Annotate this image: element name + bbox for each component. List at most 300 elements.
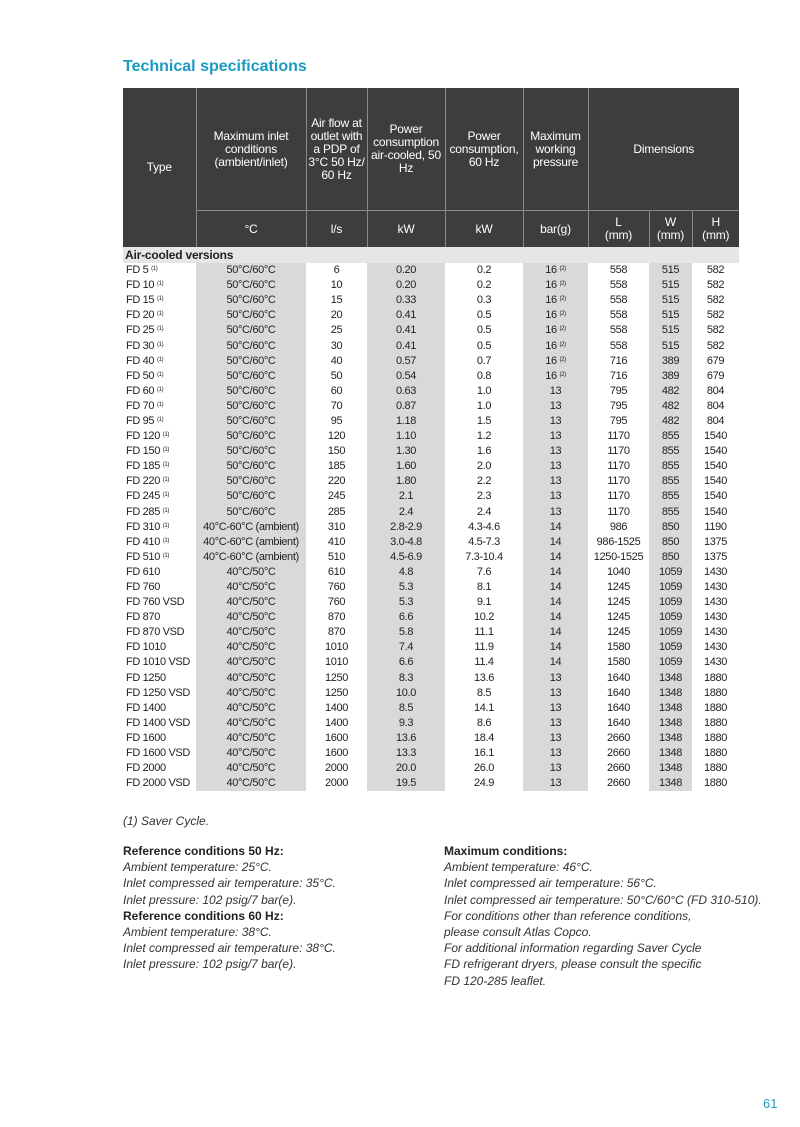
cell-width-text: 855: [661, 475, 680, 488]
footnote-marker: (2): [559, 341, 566, 348]
unit-width: W (mm): [649, 211, 692, 248]
max-line: please consult Atlas Copco.: [444, 925, 592, 940]
cell-airflow-text: 1600: [324, 731, 349, 744]
cell-pressure: [523, 293, 588, 308]
cell-length-text: 1170: [607, 505, 630, 518]
cell-inlet: [196, 338, 306, 353]
cell-length: [588, 746, 649, 761]
cell-pressure-text: 14: [549, 550, 562, 563]
table-row: [123, 580, 739, 595]
cell-power50: [367, 580, 445, 595]
cell-airflow-text: 150: [327, 445, 346, 458]
cell-type: [123, 384, 196, 399]
cell-pressure-text: 16: [545, 309, 557, 322]
cell-type-text: FD 25: [126, 324, 155, 337]
cell-width-text: 389: [661, 354, 680, 367]
cell-airflow: [306, 414, 367, 429]
cell-power50: [367, 550, 445, 565]
cell-type-text: FD 870 VSD: [126, 626, 185, 639]
cell-type-text: FD 2000: [126, 762, 166, 775]
section-title: Air-cooled versions: [123, 247, 739, 263]
cell-power60: [445, 384, 523, 399]
cell-type: [123, 701, 196, 716]
cell-length: [588, 323, 649, 338]
cell-pressure-text: 13: [549, 505, 562, 518]
cell-power60-text: 18.4: [473, 731, 494, 744]
cell-length: [588, 505, 649, 520]
cell-inlet: [196, 505, 306, 520]
cell-length: [588, 625, 649, 640]
cell-length-text: 716: [609, 369, 628, 382]
cell-height: [692, 444, 739, 459]
cell-airflow: [306, 640, 367, 655]
cell-height-text: 1880: [703, 777, 728, 790]
cell-pressure-text: 13: [549, 445, 562, 458]
cell-type-text: FD 95: [126, 414, 155, 427]
cell-height: [692, 776, 739, 791]
cell-type-text: FD 15: [126, 294, 155, 307]
cell-type-text: FD 760 VSD: [126, 596, 185, 609]
cell-height: [692, 384, 739, 399]
cell-length-text: 1245: [606, 626, 631, 639]
cell-power50-text: 5.8: [398, 626, 414, 639]
cell-airflow: [306, 686, 367, 701]
cell-inlet: [196, 489, 306, 504]
cell-power60: [445, 701, 523, 716]
table-row: [123, 444, 739, 459]
cell-power60: [445, 278, 523, 293]
cell-power50: [367, 761, 445, 776]
table-row: [123, 550, 739, 565]
cell-height: [692, 535, 739, 550]
cell-airflow: [306, 746, 367, 761]
cell-width: [649, 671, 692, 686]
cell-type: [123, 429, 196, 444]
cell-height: [692, 369, 739, 384]
cell-pressure: [523, 474, 588, 489]
cell-airflow: [306, 474, 367, 489]
cell-length-text: 1170: [607, 475, 630, 488]
cell-type-text: FD 40: [126, 354, 155, 367]
cell-pressure: [523, 459, 588, 474]
cell-pressure: [523, 323, 588, 338]
table-row: [123, 686, 739, 701]
cell-type-text: FD 1400: [126, 701, 166, 714]
cell-width-text: 1348: [658, 686, 683, 699]
cell-width: [649, 354, 692, 369]
cell-airflow-text: 760: [327, 581, 346, 594]
cell-length: [588, 595, 649, 610]
cell-inlet-text: 50°C/60°C: [226, 309, 276, 322]
cell-type: [123, 610, 196, 625]
cell-inlet: [196, 308, 306, 323]
cell-height-text: 1430: [703, 641, 728, 654]
cell-height-text: 1430: [703, 581, 728, 594]
cell-power60-text: 1.0: [476, 399, 492, 412]
cell-height-text: 1880: [703, 686, 728, 699]
cell-inlet: [196, 474, 306, 489]
cell-length-text: 795: [609, 384, 628, 397]
cell-pressure: [523, 399, 588, 414]
cell-width-text: 1059: [658, 626, 683, 639]
table-row: [123, 625, 739, 640]
cell-inlet: [196, 776, 306, 791]
cell-length-text: 795: [609, 414, 628, 427]
cell-power60-text: 1.2: [476, 430, 492, 443]
cell-power50-text: 0.41: [395, 324, 416, 337]
cell-width-text: 855: [661, 460, 680, 473]
cell-pressure-text: 16: [545, 294, 557, 307]
cell-inlet-text: 40°C/50°C: [226, 701, 276, 714]
cell-power50: [367, 731, 445, 746]
cell-inlet: [196, 323, 306, 338]
cell-type-text: FD 760: [126, 581, 160, 594]
cell-height: [692, 474, 739, 489]
cell-height: [692, 610, 739, 625]
cell-airflow: [306, 565, 367, 580]
cell-airflow-text: 2000: [324, 762, 349, 775]
cell-type: [123, 474, 196, 489]
cell-inlet-text: 50°C/60°C: [226, 430, 276, 443]
footnote-marker: (2): [559, 326, 566, 333]
cell-airflow-text: 30: [330, 339, 343, 352]
cell-inlet-text: 40°C/50°C: [226, 762, 276, 775]
cell-inlet-text: 40°C/50°C: [226, 777, 276, 790]
cell-height-text: 1540: [703, 475, 728, 488]
cell-airflow: [306, 610, 367, 625]
cell-height-text: 1430: [703, 656, 728, 669]
footnote-marker: (2): [559, 296, 566, 303]
cell-power50-text: 19.5: [395, 777, 416, 790]
cell-type: [123, 369, 196, 384]
footnote-marker: (1): [156, 311, 164, 318]
cell-width: [649, 580, 692, 595]
cell-pressure: [523, 278, 588, 293]
cell-airflow-text: 1250: [324, 671, 349, 684]
cell-length-text: 1245: [606, 611, 631, 624]
cell-power50: [367, 474, 445, 489]
cell-airflow: [306, 429, 367, 444]
cell-power60: [445, 474, 523, 489]
cell-power60: [445, 354, 523, 369]
cell-type: [123, 746, 196, 761]
cell-height: [692, 580, 739, 595]
cell-pressure: [523, 263, 588, 278]
cell-power60-text: 14.1: [473, 701, 494, 714]
cell-power60: [445, 776, 523, 791]
cell-type: [123, 338, 196, 353]
cell-airflow: [306, 595, 367, 610]
cell-power60-text: 11.4: [474, 656, 494, 669]
footnote-marker: (1): [162, 432, 169, 439]
cell-width: [649, 625, 692, 640]
table-row: [123, 731, 739, 746]
cell-power50-text: 0.33: [395, 294, 416, 307]
cell-airflow-text: 1400: [324, 701, 349, 714]
cell-height-text: 1190: [704, 520, 727, 533]
cell-inlet: [196, 535, 306, 550]
cell-length: [588, 308, 649, 323]
cell-inlet: [196, 731, 306, 746]
cell-width: [649, 308, 692, 323]
cell-length: [588, 354, 649, 369]
cell-airflow: [306, 671, 367, 686]
cell-power60: [445, 640, 523, 655]
cell-pressure-text: 13: [549, 731, 562, 744]
cell-power60: [445, 671, 523, 686]
cell-power50: [367, 354, 445, 369]
cell-airflow: [306, 701, 367, 716]
cell-power50: [367, 686, 445, 701]
cell-inlet: [196, 550, 306, 565]
cell-height-text: 1540: [703, 490, 728, 503]
cell-pressure-text: 13: [549, 475, 562, 488]
cell-airflow-text: 120: [327, 430, 346, 443]
cell-airflow: [306, 263, 367, 278]
cell-power50-text: 13.3: [395, 747, 416, 760]
table-row: [123, 761, 739, 776]
cell-power60: [445, 625, 523, 640]
cell-type: [123, 459, 196, 474]
cell-inlet-text: 40°C/50°C: [226, 611, 276, 624]
cell-power50: [367, 459, 445, 474]
footnote-marker: (1): [162, 537, 169, 544]
cell-length-text: 1245: [606, 596, 631, 609]
cell-length: [588, 459, 649, 474]
cell-power50: [367, 444, 445, 459]
cell-width-text: 1348: [658, 777, 683, 790]
table-row: [123, 474, 739, 489]
cell-length: [588, 278, 649, 293]
cell-width: [649, 565, 692, 580]
cell-pressure: [523, 429, 588, 444]
cell-pressure: [523, 761, 588, 776]
cell-airflow-text: 1010: [324, 641, 349, 654]
footnote-marker: (1): [162, 477, 169, 484]
cell-inlet-text: 50°C/60°C: [226, 414, 276, 427]
cell-length: [588, 550, 649, 565]
cell-length-text: 1245: [606, 581, 631, 594]
cell-width: [649, 474, 692, 489]
cell-width: [649, 278, 692, 293]
cell-pressure-text: 13: [549, 762, 562, 775]
cell-type: [123, 731, 196, 746]
cell-height-text: 1540: [703, 430, 728, 443]
cell-width-text: 1348: [658, 716, 683, 729]
cell-power60: [445, 610, 523, 625]
cell-inlet: [196, 746, 306, 761]
cell-width-text: 515: [661, 309, 680, 322]
cell-power50-text: 8.3: [398, 671, 414, 684]
cell-pressure-text: 14: [549, 596, 562, 609]
cell-power60: [445, 761, 523, 776]
cell-airflow-text: 410: [327, 535, 346, 548]
cell-height: [692, 746, 739, 761]
cell-type: [123, 580, 196, 595]
cell-length-text: 986-1525: [596, 535, 641, 548]
cell-height: [692, 505, 739, 520]
cell-pressure-text: 14: [549, 520, 562, 533]
cell-type: [123, 505, 196, 520]
cell-pressure-text: 14: [549, 656, 562, 669]
header-power60: Power consumption, 60 Hz: [445, 88, 523, 211]
cell-airflow: [306, 399, 367, 414]
cell-length: [588, 369, 649, 384]
cell-width: [649, 520, 692, 535]
cell-height-text: 1880: [703, 701, 728, 714]
cell-height-text: 1880: [703, 716, 728, 729]
cell-width-text: 482: [661, 399, 680, 412]
cell-type: [123, 716, 196, 731]
table-row: [123, 263, 739, 278]
cell-power50: [367, 338, 445, 353]
cell-height-text: 1430: [703, 565, 728, 578]
header-power50: Power consumption air-cooled, 50 Hz: [367, 88, 445, 211]
cell-height-text: 582: [706, 339, 725, 352]
cell-pressure: [523, 565, 588, 580]
cell-power60: [445, 323, 523, 338]
cell-pressure: [523, 338, 588, 353]
cell-power60-text: 13.6: [473, 671, 494, 684]
table-row: [123, 414, 739, 429]
cell-pressure: [523, 701, 588, 716]
cell-inlet-text: 40°C/50°C: [226, 581, 276, 594]
cell-power60: [445, 520, 523, 535]
footnote-marker: (1): [162, 447, 169, 454]
footnote-marker: (1): [156, 281, 164, 288]
cell-height: [692, 354, 739, 369]
cell-inlet-text: 40°C/50°C: [226, 716, 276, 729]
cell-airflow-text: 610: [327, 565, 346, 578]
cell-inlet: [196, 580, 306, 595]
cell-airflow: [306, 761, 367, 776]
header-airflow: Air flow at outlet with a PDP of 3°C 50 Hz/ 60 Hz: [306, 88, 367, 211]
unit-inlet: °C: [196, 211, 306, 248]
table-row: [123, 429, 739, 444]
cell-inlet-text: 50°C/60°C: [226, 294, 276, 307]
cell-width: [649, 655, 692, 670]
cell-power60: [445, 655, 523, 670]
cell-pressure-text: 13: [549, 399, 562, 412]
cell-airflow: [306, 354, 367, 369]
cell-inlet-text: 50°C/60°C: [226, 264, 276, 277]
cell-length-text: 558: [609, 264, 628, 277]
cell-type-text: FD 2000 VSD: [126, 777, 191, 790]
cell-width-text: 855: [661, 490, 680, 503]
cell-type-text: FD 285: [126, 505, 160, 518]
cell-type-text: FD 1250 VSD: [126, 686, 191, 699]
cell-pressure-text: 13: [549, 716, 562, 729]
cell-type-text: FD 30: [126, 339, 155, 352]
cell-airflow: [306, 655, 367, 670]
cell-power60-text: 8.6: [476, 716, 492, 729]
cell-type-text: FD 70: [126, 399, 155, 412]
cell-length: [588, 580, 649, 595]
cell-airflow-text: 1600: [324, 747, 349, 760]
table-row: [123, 384, 739, 399]
cell-pressure: [523, 671, 588, 686]
cell-pressure: [523, 686, 588, 701]
cell-power60-text: 1.0: [476, 384, 492, 397]
unit-power60: kW: [445, 211, 523, 248]
cell-width-text: 850: [661, 550, 680, 563]
footnote: (1) Saver Cycle.: [123, 814, 210, 828]
cell-length: [588, 701, 649, 716]
cell-airflow: [306, 550, 367, 565]
cell-inlet-text: 50°C/60°C: [226, 475, 276, 488]
cell-type-text: FD 185: [126, 460, 160, 473]
cell-length-text: 1170: [607, 490, 630, 503]
table-row: [123, 399, 739, 414]
cell-length: [588, 610, 649, 625]
cell-power60: [445, 459, 523, 474]
cell-airflow-text: 20: [330, 309, 343, 322]
cell-width: [649, 444, 692, 459]
cell-power50-text: 1.80: [395, 475, 416, 488]
cell-inlet-text: 40°C/50°C: [226, 731, 276, 744]
table-row: [123, 505, 739, 520]
cell-power50-text: 1.60: [395, 460, 416, 473]
cell-airflow: [306, 444, 367, 459]
table-row: [123, 293, 739, 308]
cell-power60-text: 0.5: [476, 339, 492, 352]
cell-width-text: 855: [661, 505, 680, 518]
cell-power50-text: 9.3: [398, 716, 414, 729]
cell-airflow-text: 185: [327, 460, 346, 473]
cell-inlet-text: 40°C/50°C: [226, 747, 276, 760]
cell-power60-text: 0.8: [476, 369, 492, 382]
cell-type: [123, 655, 196, 670]
cell-power60-text: 1.5: [476, 414, 492, 427]
cell-inlet: [196, 610, 306, 625]
table-row: [123, 369, 739, 384]
cell-height-text: 582: [706, 264, 725, 277]
cell-power60-text: 11.9: [474, 641, 494, 654]
cell-power50-text: 1.30: [395, 445, 416, 458]
cell-inlet: [196, 384, 306, 399]
cell-type-text: FD 50: [126, 369, 155, 382]
cell-width-text: 1059: [658, 581, 683, 594]
cell-inlet-text: 40°C/50°C: [226, 596, 276, 609]
cell-width: [649, 399, 692, 414]
cell-length: [588, 565, 649, 580]
cell-length: [588, 384, 649, 399]
cell-length: [588, 776, 649, 791]
cell-length-text: 558: [609, 294, 628, 307]
cell-pressure: [523, 655, 588, 670]
cell-length-text: 1170: [607, 445, 630, 458]
cell-power60: [445, 550, 523, 565]
cell-pressure: [523, 489, 588, 504]
cell-pressure-text: 13: [549, 671, 562, 684]
cell-pressure: [523, 505, 588, 520]
cell-power60-text: 7.3-10.4: [465, 550, 503, 563]
header-pressure: Maximum working pressure: [523, 88, 588, 211]
cell-airflow-text: 15: [330, 294, 343, 307]
cell-airflow-text: 870: [327, 611, 346, 624]
cell-pressure-text: 13: [549, 384, 562, 397]
cell-pressure: [523, 308, 588, 323]
cell-length-text: 1580: [606, 641, 631, 654]
cell-inlet: [196, 444, 306, 459]
cell-power60: [445, 263, 523, 278]
cell-power60: [445, 399, 523, 414]
max-line: Inlet compressed air temperature: 50°C/60°C (FD 310-510).: [444, 892, 762, 907]
table-row: [123, 776, 739, 791]
cell-length: [588, 640, 649, 655]
cell-airflow: [306, 776, 367, 791]
footnote-marker: (1): [156, 386, 164, 393]
